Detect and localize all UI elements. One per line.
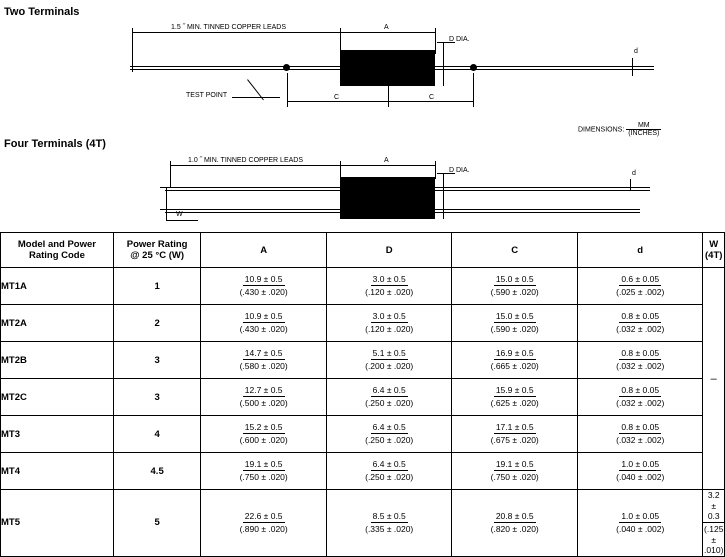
- table-header: [1, 233, 725, 268]
- cell-d-in: (.120 ± .020): [365, 324, 414, 334]
- cell-a-mm: 22.6 ± 0.5: [244, 511, 283, 522]
- cell-c-mm: 20.8 ± 0.5: [495, 511, 534, 522]
- cell-power: 4: [113, 416, 201, 453]
- cell-a-in: (.890 ± .020): [239, 523, 288, 534]
- cell-d: [326, 305, 452, 342]
- cell-dd-mm: 1.0 ± 0.05: [621, 511, 660, 522]
- dimensions-note-prefix: DIMENSIONS:: [578, 126, 625, 134]
- section-title-four-terminals: Four Terminals (4T): [4, 138, 106, 150]
- ext-line-w-top: [160, 187, 174, 188]
- d-dia-label: D DIA.: [449, 36, 470, 43]
- cell-dd-in: (.040 ± .002): [616, 472, 665, 482]
- cell-a-in: (.430 ± .020): [239, 287, 288, 297]
- cell-dd: [577, 379, 703, 416]
- col-header-power-line2: @ 25 °C (W): [130, 250, 184, 261]
- cell-w: [703, 490, 725, 557]
- cell-c-in: (.675 ± .020): [490, 435, 539, 445]
- cell-dd-mm: 1.0 ± 0.05: [621, 459, 660, 470]
- ext-line-c-right: [473, 73, 474, 107]
- ext-line-a-right: [435, 28, 436, 54]
- cell-dd: [577, 342, 703, 379]
- cell-c: [452, 453, 578, 490]
- cell-model: MT2A: [1, 305, 114, 342]
- resistor-body-4t: [340, 177, 435, 219]
- col-header-a: A: [201, 233, 327, 268]
- cell-dd-mm: 0.8 ± 0.05: [621, 348, 660, 359]
- cell-d-mm: 3.0 ± 0.5: [372, 274, 406, 285]
- cell-dd: [577, 490, 703, 557]
- cell-a-in: (.580 ± .020): [239, 361, 288, 371]
- cell-c: [452, 416, 578, 453]
- table-header-row: [1, 233, 725, 268]
- cell-dd: [577, 268, 703, 305]
- cell-c: [452, 379, 578, 416]
- cell-a: [201, 268, 327, 305]
- c-label-right: C: [426, 94, 437, 101]
- cell-w-in: (.125 ± .010): [704, 523, 724, 556]
- table-row: [1, 416, 725, 453]
- cell-dd-mm: 0.8 ± 0.05: [621, 422, 660, 433]
- dim-line-leads-4t: [170, 165, 340, 166]
- col-header-dd: d: [577, 233, 703, 268]
- cell-power: 1: [113, 268, 201, 305]
- cell-a: [201, 416, 327, 453]
- cell-a-mm: 19.1 ± 0.5: [244, 459, 283, 470]
- cell-d-mm: 3.0 ± 0.5: [372, 311, 406, 322]
- cell-c-in: (.625 ± .020): [490, 398, 539, 408]
- cell-model: MT1A: [1, 268, 114, 305]
- cell-c: [452, 305, 578, 342]
- table-row: [1, 342, 725, 379]
- cell-dd: [577, 305, 703, 342]
- dim-line-d-small-top: [626, 66, 654, 67]
- cell-a-in: (.500 ± .020): [239, 398, 288, 408]
- table-row: [1, 453, 725, 490]
- w-leader-v: [166, 209, 167, 220]
- resistor-body: [340, 50, 435, 86]
- cell-dd: [577, 416, 703, 453]
- cell-d: [326, 416, 452, 453]
- cell-a: [201, 490, 327, 557]
- w-leader: [166, 220, 198, 221]
- col-header-d: D: [326, 233, 452, 268]
- cell-a-in: (.430 ± .020): [239, 324, 288, 334]
- cell-d: [326, 342, 452, 379]
- leads-dim-label: 1.5 ˝ MIN. TINNED COPPER LEADS: [168, 24, 289, 31]
- cell-d: [326, 379, 452, 416]
- col-header-w: W (4T): [703, 233, 725, 268]
- cell-model: MT2C: [1, 379, 114, 416]
- cell-a: [201, 342, 327, 379]
- cell-d-mm: 6.4 ± 0.5: [372, 459, 406, 470]
- col-header-model-line1: Model and Power: [17, 239, 96, 250]
- ext-line-ddia-4t: [443, 173, 444, 219]
- ext-line-ddia: [443, 42, 444, 86]
- cell-model: MT4: [1, 453, 114, 490]
- ext-line-a-4t-right: [435, 161, 436, 179]
- cell-c-mm: 15.9 ± 0.5: [495, 385, 534, 396]
- two-terminal-drawing: [0, 18, 725, 128]
- cell-a-in: (.750 ± .020): [239, 472, 288, 482]
- a-dim-label: A: [381, 24, 392, 31]
- cell-w-dash: –: [703, 268, 725, 490]
- cell-d: [326, 490, 452, 557]
- cell-a: [201, 305, 327, 342]
- cell-d-in: (.120 ± .020): [365, 287, 414, 297]
- ext-line-c-mid: [388, 86, 389, 107]
- cell-d: [326, 268, 452, 305]
- cell-power: 3: [113, 379, 201, 416]
- dim-line-leads: [132, 32, 340, 33]
- ext-line-w-bot: [160, 209, 174, 210]
- col-header-power: [113, 233, 201, 268]
- test-point-dot-left: [283, 64, 290, 71]
- test-point-label: TEST POINT: [186, 92, 228, 99]
- dimensions-note-fraction: [626, 122, 661, 138]
- table-row: [1, 305, 725, 342]
- dimensions-note-numerator: MM: [626, 122, 661, 130]
- section-title-two-terminals: Two Terminals: [4, 6, 80, 18]
- dim-line-a: [340, 32, 435, 33]
- cell-a-mm: 12.7 ± 0.5: [244, 385, 283, 396]
- cell-c: [452, 268, 578, 305]
- cell-d-mm: 5.1 ± 0.5: [372, 348, 406, 359]
- cell-d: [326, 453, 452, 490]
- dimensions-note: [578, 122, 661, 138]
- cell-c: [452, 342, 578, 379]
- dim-line-d-small-bot: [626, 69, 654, 70]
- dim-line-d-small-4t-top: [622, 187, 650, 188]
- dimensions-note-denominator: (INCHES): [628, 130, 660, 138]
- cell-power: 3: [113, 342, 201, 379]
- cell-c-in: (.820 ± .020): [490, 523, 539, 534]
- cell-d-mm: 6.4 ± 0.5: [372, 422, 406, 433]
- cell-power: 5: [113, 490, 201, 557]
- col-header-c: C: [452, 233, 578, 268]
- cell-dd-in: (.032 ± .002): [616, 398, 665, 408]
- cell-c-in: (.590 ± .020): [490, 324, 539, 334]
- cell-c-mm: 17.1 ± 0.5: [495, 422, 534, 433]
- cell-a-in: (.600 ± .020): [239, 435, 288, 445]
- table-row: [1, 379, 725, 416]
- cell-a-mm: 15.2 ± 0.5: [244, 422, 283, 433]
- ext-line-d-small: [632, 58, 633, 76]
- dim-line-c-left: [287, 101, 388, 102]
- cell-a: [201, 379, 327, 416]
- col-header-power-line1: Power Rating: [126, 239, 188, 250]
- four-terminal-drawing: [0, 152, 725, 232]
- cell-dd-mm: 0.8 ± 0.05: [621, 385, 660, 396]
- w-label: W: [176, 211, 183, 218]
- d-small-label: d: [634, 48, 638, 55]
- cell-power: 2: [113, 305, 201, 342]
- dim-line-d-small-4t-bot: [622, 190, 650, 191]
- cell-model: MT3: [1, 416, 114, 453]
- cell-dd-mm: 0.6 ± 0.05: [621, 274, 660, 285]
- leads-dim-label-4t: 1.0 ˝ MIN. TINNED COPPER LEADS: [185, 157, 306, 164]
- ext-line-leads-4t-right: [340, 161, 341, 179]
- d-small-label-4t: d: [632, 170, 636, 177]
- d-dia-label-4t: D DIA.: [449, 167, 470, 174]
- ext-line-leads-4t-left: [170, 161, 171, 187]
- cell-c-mm: 16.9 ± 0.5: [495, 348, 534, 359]
- cell-dd-in: (.032 ± .002): [616, 361, 665, 371]
- ext-line-leads-left: [132, 28, 133, 72]
- cell-c-mm: 15.0 ± 0.5: [495, 311, 534, 322]
- cell-d-mm: 6.4 ± 0.5: [372, 385, 406, 396]
- cell-d-mm: 8.5 ± 0.5: [372, 511, 406, 522]
- dim-line-a-4t: [340, 165, 435, 166]
- cell-dd-in: (.040 ± .002): [616, 523, 665, 534]
- cell-model: MT5: [1, 490, 114, 557]
- cell-c-in: (.665 ± .020): [490, 361, 539, 371]
- test-point-dot-right: [470, 64, 477, 71]
- cell-dd: [577, 453, 703, 490]
- a-dim-label-4t: A: [381, 157, 392, 164]
- cell-dd-in: (.032 ± .002): [616, 435, 665, 445]
- c-label-left: C: [331, 94, 342, 101]
- dim-line-w: [166, 187, 167, 209]
- col-header-model: [1, 233, 114, 268]
- cell-d-in: (.250 ± .020): [365, 435, 414, 445]
- cell-c-mm: 15.0 ± 0.5: [495, 274, 534, 285]
- cell-c-mm: 19.1 ± 0.5: [495, 459, 534, 470]
- table-row: [1, 490, 725, 557]
- cell-a-mm: 10.9 ± 0.5: [244, 274, 283, 285]
- cell-c-in: (.750 ± .020): [490, 472, 539, 482]
- cell-dd-in: (.025 ± .002): [616, 287, 665, 297]
- dim-line-c-right: [388, 101, 473, 102]
- cell-model: MT2B: [1, 342, 114, 379]
- cell-d-in: (.200 ± .020): [365, 361, 414, 371]
- cell-dd-in: (.032 ± .002): [616, 324, 665, 334]
- cell-c-in: (.590 ± .020): [490, 287, 539, 297]
- cell-a-mm: 14.7 ± 0.5: [244, 348, 283, 359]
- specification-table: [0, 232, 725, 557]
- cell-dd-mm: 0.8 ± 0.05: [621, 311, 660, 322]
- col-header-model-line2: Rating Code: [28, 250, 85, 261]
- cell-d-in: (.335 ± .020): [365, 523, 414, 534]
- table-row: [1, 268, 725, 305]
- cell-d-in: (.250 ± .020): [365, 398, 414, 408]
- test-point-leader-h: [232, 97, 280, 98]
- cell-c: [452, 490, 578, 557]
- cell-power: 4.5: [113, 453, 201, 490]
- cell-a: [201, 453, 327, 490]
- cell-w-mm: 3.2 ± 0.3: [703, 490, 724, 523]
- cell-a-mm: 10.9 ± 0.5: [244, 311, 283, 322]
- cell-d-in: (.250 ± .020): [365, 472, 414, 482]
